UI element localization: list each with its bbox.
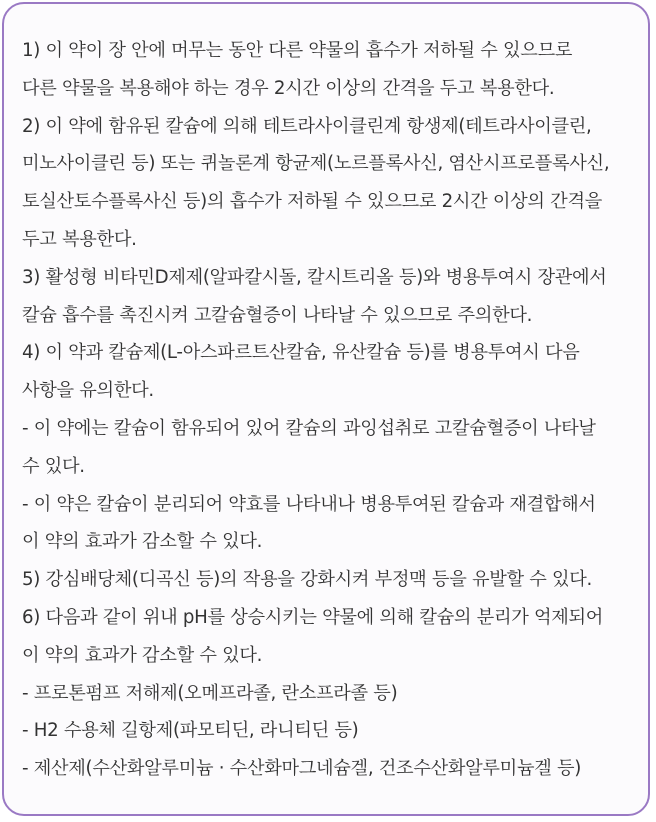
text-line: 6) 다음과 같이 위내 pH를 상승시키는 약물에 의해 칼슘의 분리가 억제되어	[22, 606, 604, 628]
text-line: - 이 약은 칼슘이 분리되어 약효를 나타내나 병용투여된 칼슘과 재결합해서	[22, 493, 596, 515]
text-line: 두고 복용한다.	[22, 228, 137, 250]
text-line: - 이 약에는 칼슘이 함유되어 있어 칼슘의 과잉섭취로 고칼슘혈증이 나타날	[22, 417, 596, 439]
text-line: - 제산제(수산화알루미늄 · 수산화마그네슘겔, 건조수산화알루미늄겔 등)	[22, 758, 582, 780]
text-line: 5) 강심배당체(디곡신 등)의 작용을 강화시켜 부정맥 등을 유발할 수 있다.	[22, 569, 593, 591]
text-line: 2) 이 약에 함유된 칼슘에 의해 테트라사이클린계 항생제(테트라사이클린,	[22, 115, 592, 137]
text-line: 미노사이클린 등) 또는 퀴놀론계 항균제(노르플록사신, 염산시프로플록사신,	[22, 153, 610, 175]
text-line: 토실산토수플록사신 등)의 흡수가 저하될 수 있으므로 2시간 이상의 간격을	[22, 191, 602, 213]
text-line: 이 약의 효과가 감소할 수 있다.	[22, 644, 263, 666]
text-line: 칼슘 흡수를 촉진시켜 고칼슘혈증이 나타날 수 있으므로 주의한다.	[22, 304, 533, 326]
interaction-info-box	[2, 2, 650, 816]
text-line: 사항을 유의한다.	[22, 380, 154, 402]
text-line: 수 있다.	[22, 455, 85, 477]
text-line: - H2 수용체 길항제(파모티딘, 라니티딘 등)	[22, 720, 359, 742]
text-line: 4) 이 약과 칼슘제(L-아스파르트산칼슘, 유산칼슘 등)를 병용투여시 다음	[22, 342, 580, 364]
text-line: 3) 활성형 비타민D제제(알파칼시돌, 칼시트리올 등)와 병용투여시 장관에서	[22, 266, 607, 288]
text-line: - 프로톤펌프 저해제(오메프라졸, 란소프라졸 등)	[22, 682, 398, 704]
text-line: 다른 약물을 복용해야 하는 경우 2시간 이상의 간격을 두고 복용한다.	[22, 77, 555, 99]
text-line: 1) 이 약이 장 안에 머무는 동안 다른 약물의 흡수가 저하될 수 있으므로	[22, 40, 573, 61]
text-line: 이 약의 효과가 감소할 수 있다.	[22, 531, 263, 553]
